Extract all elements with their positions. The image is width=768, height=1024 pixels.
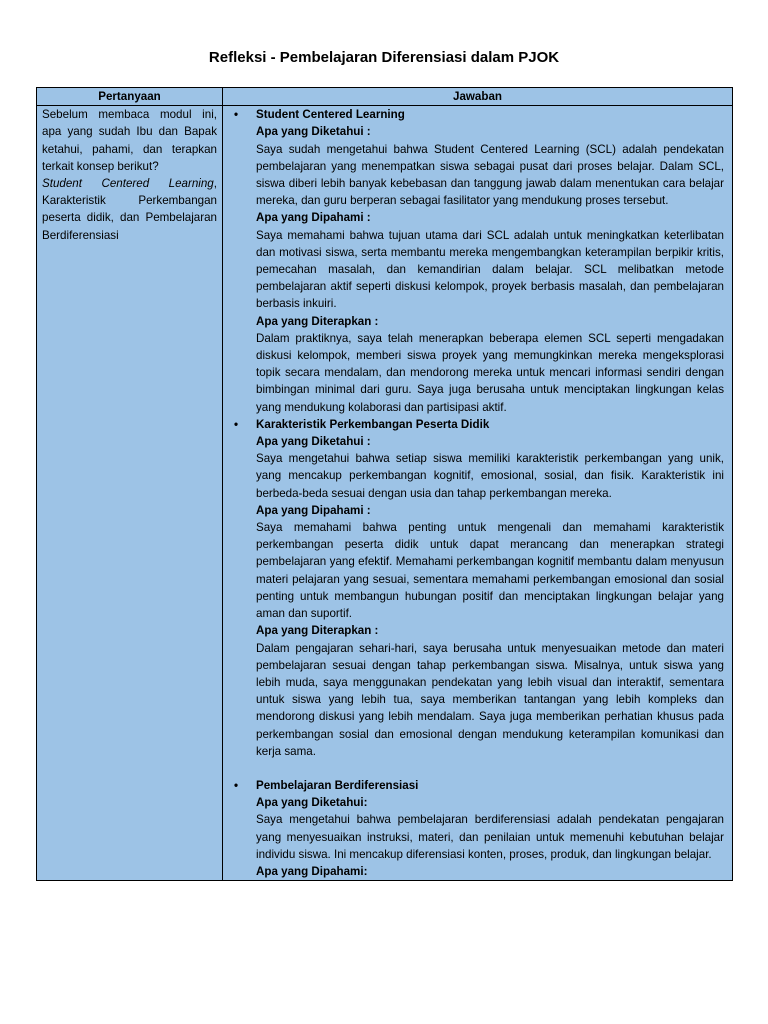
section-title: Pembelajaran Berdiferensiasi bbox=[256, 778, 419, 792]
section-title: Karakteristik Perkembangan Peserta Didik bbox=[256, 417, 490, 431]
column-header-pertanyaan: Pertanyaan bbox=[37, 88, 223, 106]
subheading: Apa yang Diterapkan : bbox=[256, 624, 379, 638]
reflection-table bbox=[36, 87, 733, 881]
subheading: Apa yang Diketahui: bbox=[256, 796, 368, 810]
section-title: Student Centered Learning bbox=[256, 108, 405, 122]
question-italic-term: Student Centered Learning bbox=[42, 177, 214, 191]
table-header-row bbox=[37, 88, 733, 106]
paragraph: Saya memahami bahwa penting untuk mengenali dan memahami karakteristik perkembangan peserta didik untuk dapat merancang dan menerapkan strategi pembelajaran yang efektif. Memahami perkembangan kognitif membantu dalam menyusun materi pelajaran yang sesuai, sementara memahami perkembangan emosional dan sosial penting untuk membangun hubungan positif dan menciptakan lingkungan belajar yang aman dan suportif. bbox=[256, 521, 724, 621]
subheading: Apa yang Diketahui : bbox=[256, 125, 371, 139]
answer-section-scl bbox=[228, 106, 727, 416]
question-text-continued: , Karakteristik Perkembangan peserta didik, dan Pembelajaran Berdiferensiasi bbox=[42, 177, 217, 242]
subheading: Apa yang Diketahui : bbox=[256, 435, 371, 449]
bullet-icon: • bbox=[234, 778, 239, 792]
paragraph: Dalam pengajaran sehari-hari, saya berusaha untuk menyesuaikan metode dan materi pembelajaran sesuai dengan tahap perkembangan siswa. Misalnya, untuk siswa yang lebih muda, saya menggunakan pendekatan yang lebih visual dan interaktif, sementara untuk siswa yang lebih tua, saya memberikan tantangan yang lebih kompleks dan mendorong diskusi yang lebih mendalam. Saya juga memberikan perhatian khusus pada perkembangan sosial dan emosional dengan mendukung keterampilan komunikasi dan kerja sama. bbox=[256, 641, 724, 758]
paragraph: Saya sudah mengetahui bahwa Student Centered Learning (SCL) adalah pendekatan pembelajaran yang menempatkan siswa sebagai pusat dari proses belajar. Dalam SCL, siswa diberi lebih banyak kebebasan dan tanggung jawab dalam menentukan cara belajar mereka, dan guru berperan sebagai fasilitator yang mendukung proses tersebut. bbox=[256, 142, 724, 208]
table-row bbox=[37, 106, 733, 881]
paragraph: Dalam praktiknya, saya telah menerapkan beberapa elemen SCL seperti mengadakan diskusi kelompok, memberi siswa proyek yang memungkinkan mereka mengeksplorasi topik secara mendalam, dan mendorong mereka untuk mencari informasi sendiri dengan bimbingan minimal dari guru. Saya juga berusaha untuk menciptakan lingkungan kelas yang mendukung kolaborasi dan partisipasi aktif. bbox=[256, 331, 724, 414]
paragraph: Saya mengetahui bahwa setiap siswa memiliki karakteristik perkembangan yang unik, yang mencakup perkembangan kognitif, emosional, sosial, dan fisik. Karakteristik ini berbeda-beda sesuai dengan usia dan tahap perkembangan mereka. bbox=[256, 452, 724, 500]
subheading: Apa yang Dipahami: bbox=[256, 864, 368, 878]
paragraph: Saya memahami bahwa tujuan utama dari SCL adalah untuk meningkatkan keterlibatan dan motivasi siswa, serta membantu mereka mengembangkan keterampilan berpikir kritis, pemecahan masalah, dan kemandirian dalam belajar. SCL melibatkan metode pembelajaran aktif seperti diskusi kelompok, proyek berbasis masalah, dan pembelajaran berbasis inkuiri. bbox=[256, 228, 724, 311]
bullet-icon: • bbox=[234, 108, 239, 122]
answer-cell bbox=[223, 106, 733, 881]
bullet-icon: • bbox=[234, 417, 239, 431]
subheading: Apa yang Diterapkan : bbox=[256, 314, 379, 328]
page-title: Refleksi - Pembelajaran Diferensiasi dalam PJOK bbox=[208, 49, 560, 66]
answer-section-diferensiasi bbox=[228, 777, 727, 880]
subheading: Apa yang Dipahami : bbox=[256, 211, 371, 225]
question-cell bbox=[37, 106, 223, 881]
question-text: Sebelum membaca modul ini, apa yang sudah Ibu dan Bapak ketahui, pahami, dan terapkan terkait konsep berikut? bbox=[42, 108, 217, 173]
subheading: Apa yang Dipahami : bbox=[256, 503, 371, 517]
column-header-jawaban: Jawaban bbox=[223, 88, 733, 106]
paragraph: Saya mengetahui bahwa pembelajaran berdiferensiasi adalah pendekatan pengajaran yang menyesuaikan instruksi, materi, dan penilaian untuk memenuhi kebutuhan belajar individu siswa. Ini mencakup diferensiasi konten, proses, produk, dan lingkungan belajar. bbox=[256, 813, 724, 861]
answer-section-karakteristik bbox=[228, 416, 727, 760]
blank-line bbox=[228, 760, 727, 777]
